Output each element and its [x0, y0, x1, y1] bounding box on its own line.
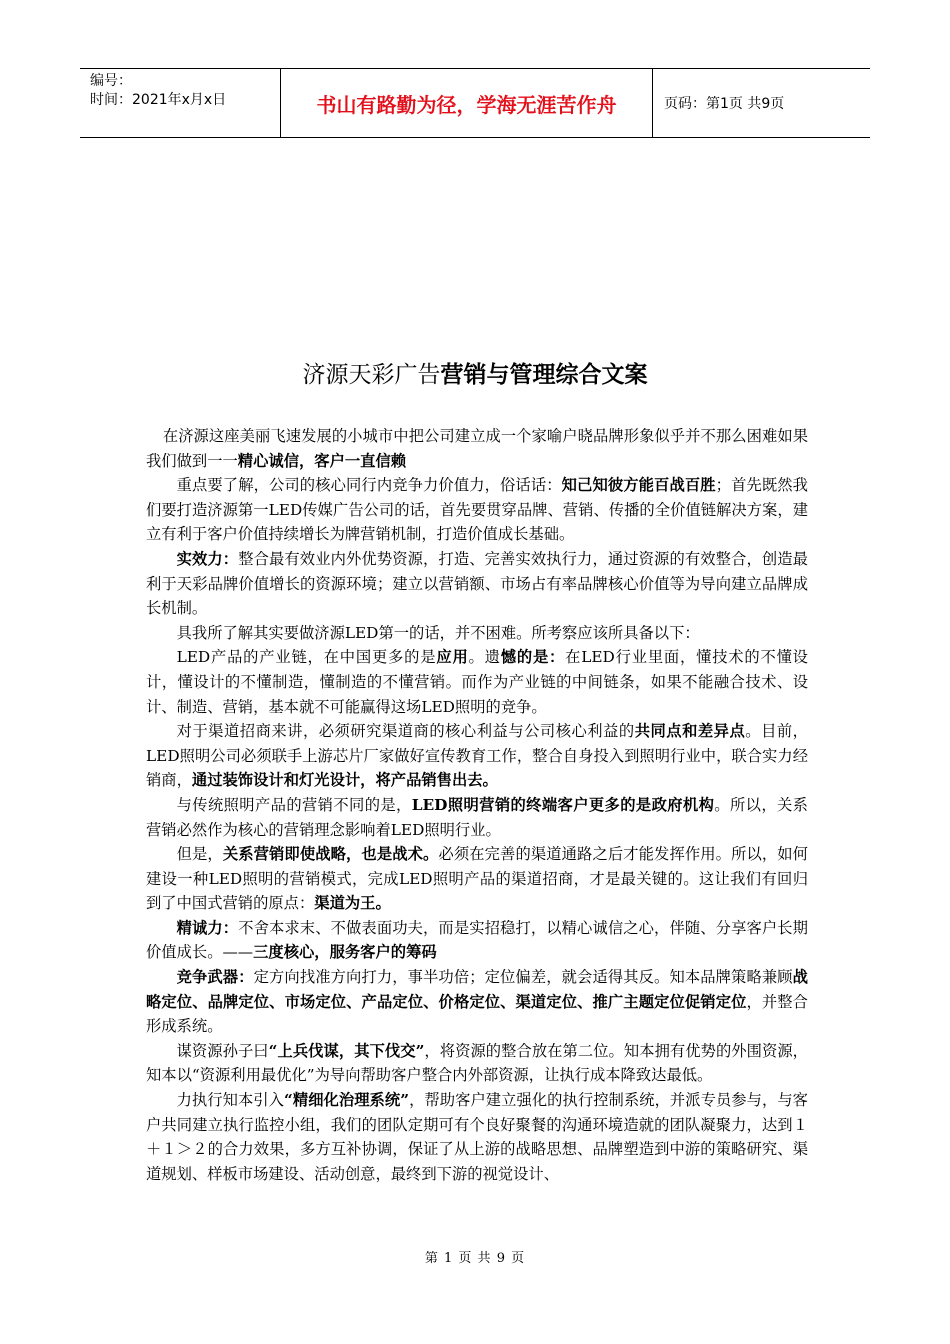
body-paragraph	[146, 793, 808, 842]
text-run: ，并整合形成系统。	[146, 992, 808, 1036]
bold-text: 共同点和差异点	[634, 722, 746, 741]
bold-text: 三度核心，服务客户的筹码	[253, 943, 437, 962]
body-paragraph	[146, 547, 808, 621]
body-paragraph	[146, 916, 808, 965]
text-run: LED产品的产业链，在中国更多的是	[176, 648, 437, 667]
header-motto: 书山有路勤为径，学海无涯苦作舟	[316, 92, 617, 117]
body-paragraph	[146, 621, 808, 646]
text-run: 在LED行业里面，懂技术的不懂设计，懂设计的不懂制造，懂制造的不懂营销。而作为产业链的中间链条，如果不能融合技术、设计、制造、营销，基本就不可能赢得这场LED照明的竞争。	[146, 648, 808, 716]
bold-text: “上兵伐谋，其下伐交”	[268, 1041, 425, 1060]
text-run: 不舍本求末、不做表面功夫，而是实招稳打，以精心诚信之心，伴随、分享客户长期价值成长。——	[146, 918, 808, 962]
text-run: 在济源这座美丽飞速发展的小城市中把公司建立成一个家喻户晓品牌形象似乎并不那么困难如果我们做到一一	[146, 427, 808, 470]
body-paragraph	[146, 1088, 808, 1186]
bold-text: LED照明营销的终端客户更多的是政府机构	[411, 795, 715, 814]
document-number-label: 编号：	[90, 73, 132, 89]
text-run: 与传统照明产品的营销不同的是，	[176, 795, 412, 814]
text-run: 整合最有效业内外优势资源，打造、完善实效执行力，通过资源的有效整合，创造最利于天彩品牌价值增长的资源环境；建立以营销额、市场占有率品牌核心价值等为导向建立品牌成长机制。	[146, 549, 808, 618]
bold-text: 知己知彼方能百战百胜	[561, 476, 716, 495]
page-header-table	[80, 68, 870, 138]
bold-text: “精细化治理系统”	[284, 1091, 410, 1110]
page-footer: 第 1 页 共 9 页	[424, 1251, 526, 1266]
body-paragraph	[146, 719, 808, 793]
bold-text: 渠道为王。	[314, 894, 391, 913]
text-run: 重点要了解，公司的核心同行内竞争力价值力，俗话话：	[176, 476, 562, 495]
bold-text: 应用	[436, 648, 469, 667]
document-title-part1: 济源天彩广告	[302, 362, 441, 388]
text-run: ；首先既然我们要打造济源第一LED传媒广告公司的话，首先要贯穿品牌、营销、传播的全价值链解决方案，建立有利于客户价值持续增长为牌营销机制，打造价值成长基础。	[146, 476, 808, 544]
text-run: 。所以，关系营销必然作为核心的营销理念影响着LED照明行业。	[146, 795, 808, 839]
bold-text: 精心诚信，客户一直信赖	[237, 451, 407, 470]
text-run: 但是，	[176, 845, 223, 864]
text-run: 谋资源孙子曰	[176, 1041, 269, 1060]
header-motto-cell	[281, 69, 653, 137]
body-paragraph	[146, 1039, 808, 1088]
header-page-info: 页码：第1页 共9页	[664, 96, 785, 112]
document-time-label: 时间：2021年x月x日	[90, 92, 227, 108]
body-paragraph	[146, 645, 808, 719]
text-run: 。目前，LED照明公司必须联手上游芯片厂家做好宣传教育工作，整合自身投入到照明行业中，联合实力经销商，	[146, 722, 808, 790]
bold-text: 精诚力：	[176, 918, 239, 937]
bold-text: 通过装饰设计和灯光设计，将产品销售出去。	[191, 771, 498, 790]
bold-text: 实效力：	[176, 549, 239, 568]
text-run: 具我所了解其实要做济源LED第一的话，并不困难。所考察应该所具备以下：	[176, 623, 700, 642]
text-run: 对于渠道招商来讲，必须研究渠道商的核心利益与公司核心利益的	[176, 722, 635, 741]
header-page-cell	[653, 69, 870, 137]
text-run: ，将资源的整合放在第二位。知本拥有优势的外围资源，知本以“资源利用最优化”为导向帮助客户整合内外部资源，让执行成本降致达最低。	[146, 1041, 808, 1085]
body-paragraph	[146, 965, 808, 1039]
text-run: 必须在完善的渠道通路之后才能发挥作用。所以，如何建设一种LED照明的营销模式，完成LED照明产品的渠道招商，才是最关键的。这让我们有回归到了中国式营销的原点：	[146, 845, 808, 913]
text-run: 力执行知本引入	[176, 1091, 284, 1110]
document-body	[146, 424, 808, 1186]
bold-text: 憾的是：	[500, 648, 566, 667]
text-run: ，帮助客户建立强化的执行控制系统，并派专员参与，与客户共同建立执行监控小组，我们的团队定期可有个良好聚餐的沟通环境造就的团队凝聚力，达到１＋１＞２的合力效果，多方互补协调，保证了从上游的战略思想、品牌塑造到中游的策略研究、渠道规划、样板市场建设、活动创意，最终到下游的视觉设计、	[146, 1091, 808, 1183]
bold-text: 战略定位、品牌定位、市场定位、产品定位、价格定位、渠道定位、推广主题定位促销定位	[146, 968, 808, 1011]
text-run: 定方向找准方向打力，事半功倍；定位偏差，就会适得其反。知本品牌策略兼顾	[253, 968, 793, 987]
text-run: 。遗	[468, 648, 501, 667]
bold-text: 竞争武器：	[176, 968, 254, 987]
document-title-part2: 营销与管理综合文案	[440, 362, 648, 388]
header-meta-cell	[80, 69, 281, 137]
body-paragraph	[146, 842, 808, 916]
body-paragraph	[146, 424, 808, 473]
bold-text: 关系营销即使战略，也是战术。	[222, 845, 439, 864]
document-title	[0, 356, 950, 389]
body-paragraph	[146, 473, 808, 547]
